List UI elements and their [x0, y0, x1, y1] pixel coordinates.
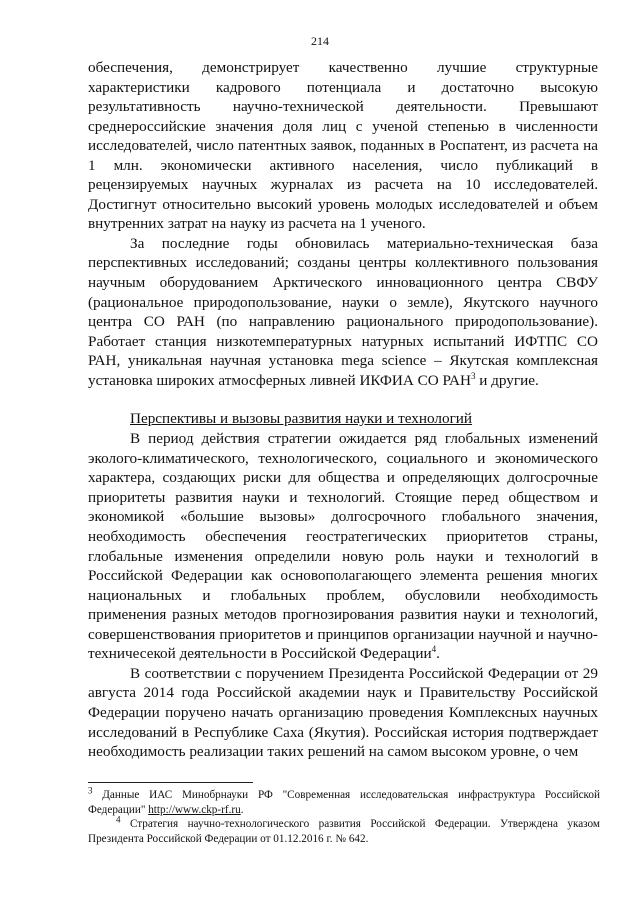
paragraph-3-tail: . — [436, 645, 440, 663]
document-body — [88, 58, 598, 762]
paragraph-3-text: В период действия стратегии ожидается ряд глобальных изменений эколого-климатического, технологического, социального и экономического характера, создающих риски для общества и определяющих долгосрочные приоритеты развития науки и технологий. Стоящие перед обществом и экономикой «большие вызовы» долгосрочного глобального значения, необходимость обеспечения геостратегических приоритетов страны, глобальные изменения определили новую роль науки и технологий в Российской Федерации как основополагающего элемента решения многих национальных и глобальных проблем, обусловили необходимость применения разных методов прогнозирования развития науки и технологий, совершенствования приоритетов и принципов организации научной и научно-техничесекой деятельности в Российской Федерации — [88, 430, 598, 663]
footnote-divider — [88, 782, 253, 783]
footnote-3 — [88, 785, 600, 817]
footnote-4-text: Стратегия научно-технологического развития Российской Федерации. Утверждена указом Президента Российской Федерации от 01.12.2016 г. № 642. — [88, 818, 600, 845]
paragraph-3 — [88, 429, 598, 664]
paragraph-4: В соответствии с поручением Президента Российской Федерации от 29 августа 2014 года Российской академии наук и Правительству Российской Федерации поручено начать организацию проведения Комплексных научных исследований в Республике Саха (Якутия). Российская история подтверждает необходимость реализации таких решений на самом высоком уровне, о чем — [88, 664, 598, 761]
paragraph-1: обеспечения, демонстрирует качественно лучшие структурные характеристики кадрового потенциала и достаточно высокую результативность научно-технической деятельности. Превышают среднероссийские значения доля лиц с ученой степенью в численности исследователей, число патентных заявок, поданных в Роспатент, из расчета на 1 млн. экономически активного населения, число публикаций в рецензируемых научных журналах из расчета на 10 исследователей. Достигнут относительно высокий уровень молодых исследователей и объем внутренних затрат на науку из расчета на 1 ученого. — [88, 59, 598, 233]
footnote-4-mark: 4 — [116, 814, 121, 825]
footnotes — [88, 785, 600, 846]
footnote-3-text: Данные ИАС Минобрнауки РФ "Современная исследовательская инфраструктура Российской Федерации" — [88, 789, 600, 816]
footnote-3-link[interactable]: http://www.ckp-rf.ru — [148, 803, 241, 816]
footnote-4 — [88, 814, 600, 846]
paragraph-2-tail: и другие. — [475, 371, 539, 389]
paragraph-2-text: За последние годы обновилась материально-техническая база перспективных исследований; созданы центры коллективного пользования научным оборудованием Арктического инновационного центра СВФУ (рациональное природопользование, науки о земле), Якутского научного центра СО РАН (по направлению рационального природопользование). Работает станция низкотемпературных натурных испытаний ИФТПС СО РАН, уникальная научная установка mega science – Якутская комплексная установка широких атмосферных ливней ИКФИА СО РАН — [88, 234, 598, 389]
footnote-ref-4[interactable]: 4 — [431, 644, 437, 655]
footnote-3-tail: . — [240, 803, 244, 816]
paragraph-gap — [88, 390, 598, 409]
section-heading: Перспективы и вызовы развития науки и технологий — [130, 410, 473, 428]
footnote-3-mark: 3 — [88, 785, 93, 796]
page-number: 214 — [311, 34, 329, 48]
paragraph-2 — [88, 234, 598, 390]
footnote-ref-3[interactable]: 3 — [470, 370, 476, 381]
